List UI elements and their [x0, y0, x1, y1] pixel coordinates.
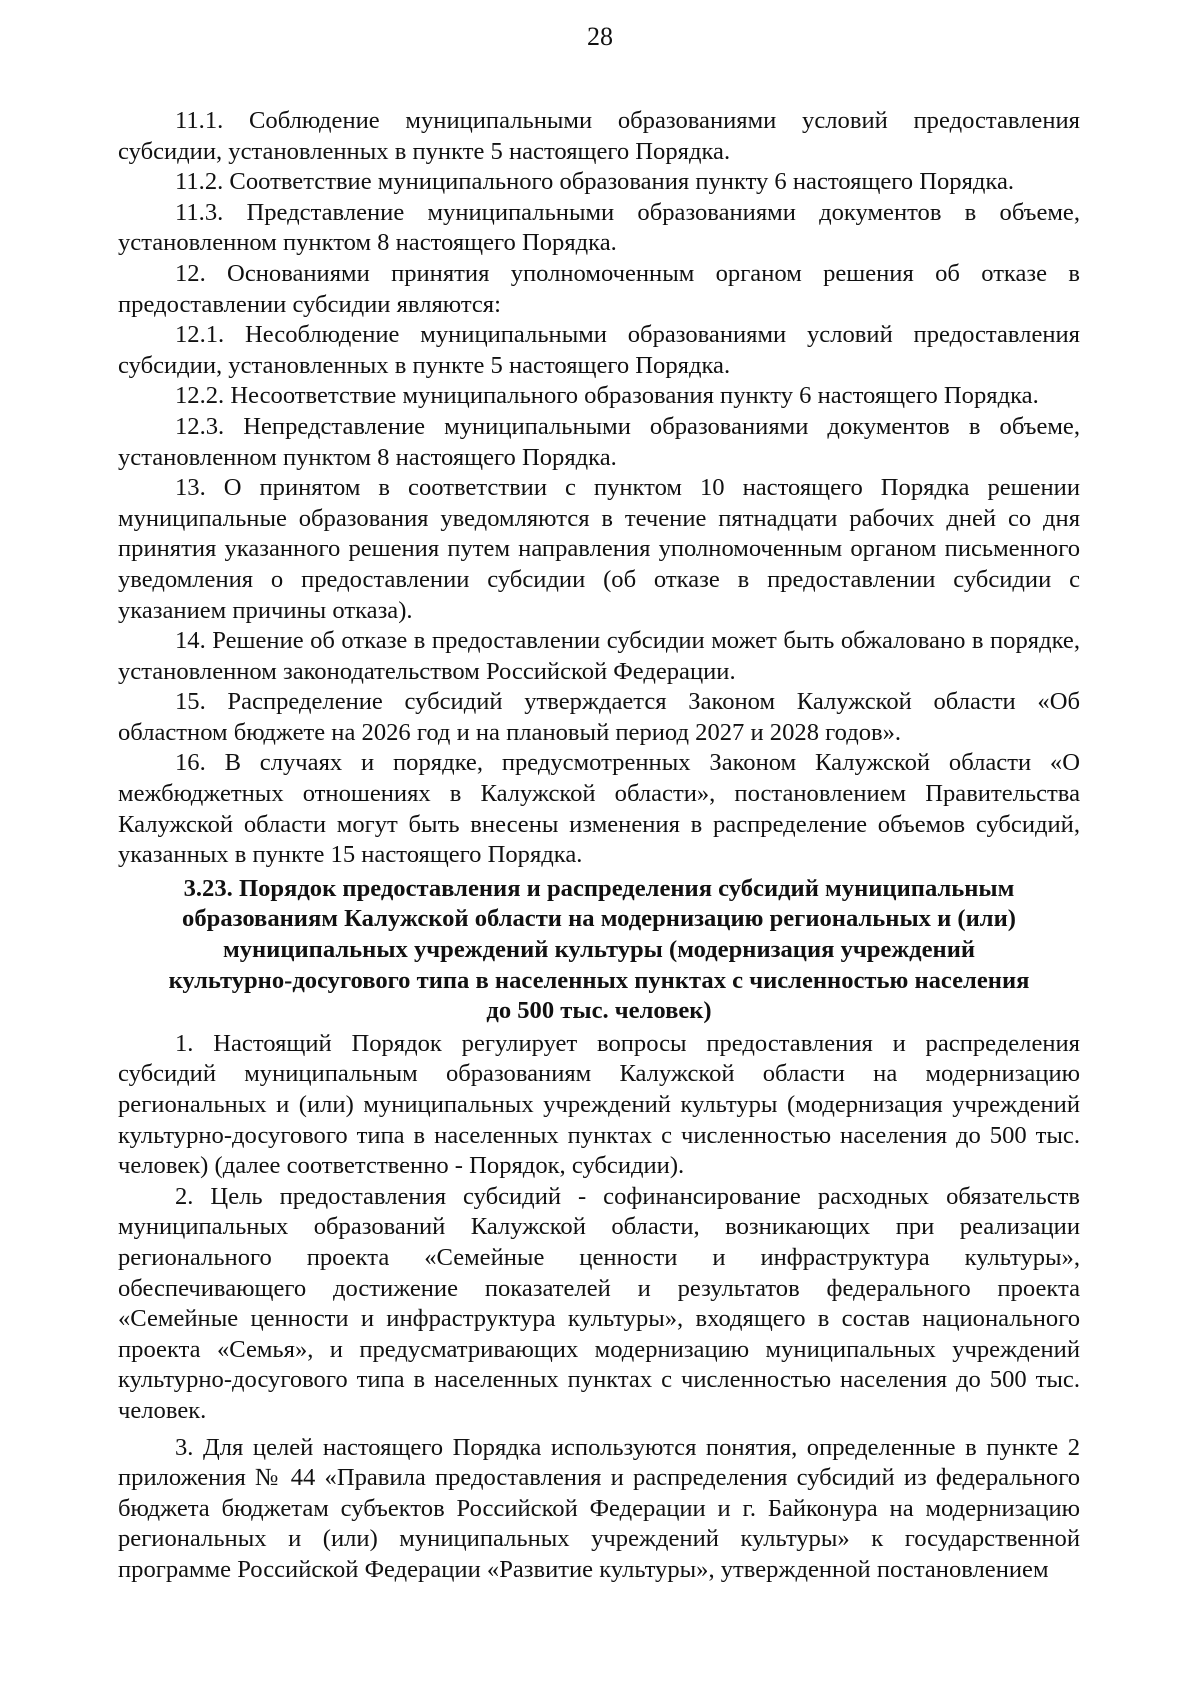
paragraph-14: 14. Решение об отказе в предоставлении субсидии может быть обжаловано в порядке, установленном законодательством Российской Федерации.: [118, 627, 1080, 685]
paragraph-12-1: 12.1. Несоблюдение муниципальными образованиями условий предоставления субсидии, установленных в пункте 5 настоящего Порядка.: [118, 321, 1080, 379]
paragraph-11-3: 11.3. Представление муниципальными образованиями документов в объеме, установленном пунктом 8 настоящего Порядка.: [118, 198, 1080, 257]
section-heading: 3.23. Порядок предоставления и распределения субсидий муниципальным образованиям Калужской области на модернизацию региональных и (или) муниципальных учреждений культуры (модернизация учреждений культурно-досугового типа в населенных пунктах с численностью населения до 500 тыс. человек): [168, 874, 1030, 1025]
paragraph-11-2: 11.2. Соответствие муниципального образования пункту 6 настоящего Порядка.: [175, 168, 1015, 196]
section-paragraph-3: 3. Для целей настоящего Порядка используются понятия, определенные в пункте 2 приложения № 44 «Правила предоставления и распределения субсидий из федерального бюджета бюджетам субъектов Российской Федерации и г. Байконура на модернизацию региональных и (или) муниципальных учреждений культуры» к государственной программе Российской Федерации «Развитие культуры», утвержденной постановлением: [118, 1433, 1080, 1583]
section-paragraph-2: 2. Цель предоставления субсидий - софинансирование расходных обязательств муниципальных образований Калужской области, возникающих при реализации регионального проекта «Семейные ценности и инфраструктура культуры», обеспечивающего достижение показателей и результатов федерального проекта «Семейные ценности и инфраструктура культуры», входящего в состав национального проекта «Семья», и предусматривающих модернизацию муниципальных учреждений культурно-досугового типа в населенных пунктах с численностью населения до 500 тыс. человек.: [118, 1182, 1080, 1424]
page-number: 28: [587, 22, 613, 51]
paragraph-12-2: 12.2. Несоответствие муниципального образования пункту 6 настоящего Порядка.: [175, 382, 1039, 410]
document-body: [118, 106, 1080, 1586]
paragraph-16: 16. В случаях и порядке, предусмотренных Законом Калужской области «О межбюджетных отношениях в Калужской области», постановлением Правительства Калужской области могут быть внесены изменения в распределение объемов субсидий, указанных в пункте 15 настоящего Порядка.: [118, 749, 1080, 869]
paragraph-11-1: 11.1. Соблюдение муниципальными образованиями условий предоставления субсидии, установленных в пункте 5 настоящего Порядка.: [118, 107, 1080, 165]
paragraph-15: 15. Распределение субсидий утверждается Законом Калужской области «Об областном бюджете на 2026 год и на плановый период 2027 и 2028 годов».: [118, 688, 1080, 746]
paragraph-13: 13. О принятом в соответствии с пунктом 10 настоящего Порядка решении муниципальные образования уведомляются в течение пятнадцати рабочих дней со дня принятия указанного решения путем направления уполномоченным органом письменного уведомления о предоставлении субсидии (об отказе в предоставлении субсидии с указанием причины отказа).: [118, 474, 1080, 624]
paragraph-12-3: 12.3. Непредставление муниципальными образованиями документов в объеме, установленном пунктом 8 настоящего Порядка.: [118, 412, 1080, 471]
paragraph-12: 12. Основаниями принятия уполномоченным органом решения об отказе в предоставлении субсидии являются:: [118, 259, 1080, 318]
section-paragraph-1: 1. Настоящий Порядок регулирует вопросы предоставления и распределения субсидий муниципальным образованиям Калужской области на модернизацию региональных и (или) муниципальных учреждений культуры (модернизация учреждений культурно-досугового типа в населенных пунктах с численностью населения до 500 тыс. человек) (далее соответственно - Порядок, субсидии).: [118, 1029, 1080, 1180]
